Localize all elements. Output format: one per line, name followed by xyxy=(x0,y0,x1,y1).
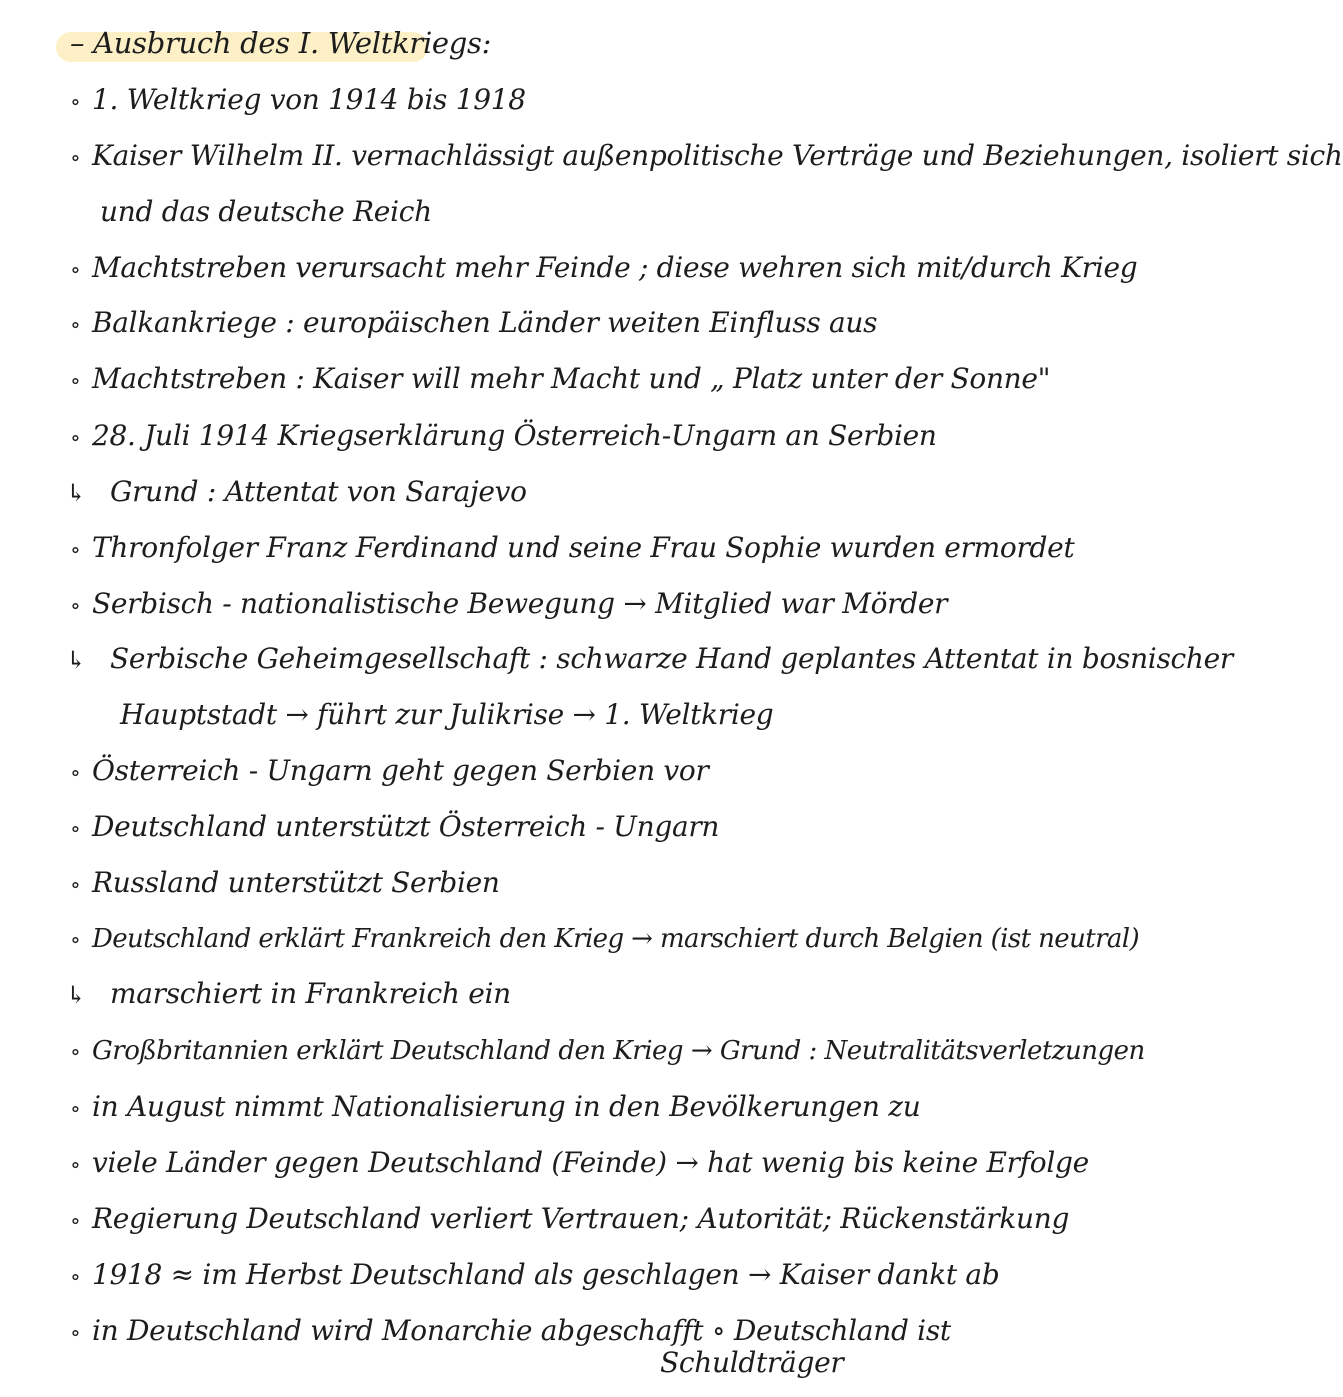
line-text: in Deutschland wird Monarchie abgeschafft ∘ Deutschland ist xyxy=(92,1314,951,1347)
list-item-arrow xyxy=(66,641,1233,678)
line-text: 1918 ≈ im Herbst Deutschland als geschlagen → Kaiser dankt ab xyxy=(92,1258,1000,1291)
line-text: Großbritannien erklärt Deutschland den Krieg → Grund : Neutralitätsverletzungen xyxy=(92,1036,1145,1066)
line-text: Thronfolger Franz Ferdinand und seine Frau Sophie wurden ermordet xyxy=(92,531,1075,564)
line-text: 1. Weltkrieg von 1914 bis 1918 xyxy=(92,83,526,116)
list-item xyxy=(70,865,500,904)
bullet-icon: ∘ xyxy=(70,1209,81,1234)
bullet-icon: ∘ xyxy=(70,1040,81,1065)
list-item xyxy=(70,1089,920,1128)
list-item-arrow xyxy=(66,976,511,1013)
bullet-icon: ∘ xyxy=(70,313,81,338)
list-item xyxy=(70,138,1343,177)
line-text: Balkankriege : europäischen Länder weiten Einfluss aus xyxy=(92,306,878,339)
arrow-icon: ↳ xyxy=(66,479,86,507)
bullet-icon: ∘ xyxy=(70,1097,81,1122)
line-text: Regierung Deutschland verliert Vertrauen; Autorität; Rückenstärkung xyxy=(92,1202,1070,1235)
list-item xyxy=(70,753,709,792)
bullet-icon: ∘ xyxy=(70,258,81,283)
bullet-icon: ∘ xyxy=(70,146,81,171)
line-text: Serbische Geheimgesellschaft : schwarze Hand geplantes Attentat in bosnischer xyxy=(110,642,1234,675)
line-text: Kaiser Wilhelm II. vernachlässigt außenpolitische Verträge und Beziehungen, isoliert sich xyxy=(92,139,1343,172)
line-text: Österreich - Ungarn geht gegen Serbien vor xyxy=(92,754,709,787)
bullet-icon: ∘ xyxy=(70,594,81,619)
line-text: Schuldträger xyxy=(660,1346,844,1379)
bullet-icon: ∘ xyxy=(70,90,81,115)
list-item xyxy=(70,1201,1069,1240)
line-text: Serbisch - nationalistische Bewegung → Mitglied war Mörder xyxy=(92,587,948,620)
line-text: marschiert in Frankreich ein xyxy=(110,977,511,1010)
line-text: Russland unterstützt Serbien xyxy=(92,866,500,899)
list-item xyxy=(70,418,937,457)
list-item xyxy=(70,530,1074,569)
list-item xyxy=(70,586,947,625)
line-text: Grund : Attentat von Sarajevo xyxy=(110,475,527,508)
line-text: 28. Juli 1914 Kriegserklärung Österreich-Ungarn an Serbien xyxy=(92,419,937,452)
line-text: in August nimmt Nationalisierung in den Bevölkerungen zu xyxy=(92,1090,921,1123)
bullet-icon: ∘ xyxy=(70,1153,81,1178)
list-item xyxy=(70,921,1139,959)
bullet-icon: ∘ xyxy=(70,538,81,563)
list-item xyxy=(70,82,526,121)
bullet-icon: ∘ xyxy=(70,1321,81,1346)
list-item xyxy=(70,361,1050,400)
bullet-icon: ∘ xyxy=(70,817,81,842)
bullet-icon: ∘ xyxy=(70,369,81,394)
page-title: – Ausbruch des I. Weltkriegs: xyxy=(70,26,492,60)
list-item xyxy=(70,1145,1089,1184)
list-item-continuation xyxy=(660,1345,843,1381)
arrow-icon: ↳ xyxy=(66,646,86,674)
bullet-icon: ∘ xyxy=(70,426,81,451)
list-item-continuation xyxy=(100,194,432,230)
list-item xyxy=(70,809,719,848)
line-text: Machtstreben : Kaiser will mehr Macht und „ Platz unter der Sonne" xyxy=(92,362,1051,395)
list-item xyxy=(70,1033,1145,1071)
line-text: viele Länder gegen Deutschland (Feinde) → hat wenig bis keine Erfolge xyxy=(92,1146,1089,1179)
bullet-icon: ∘ xyxy=(70,873,81,898)
list-item xyxy=(70,305,877,344)
bullet-icon: ∘ xyxy=(70,928,81,953)
line-text: und das deutsche Reich xyxy=(100,195,432,228)
list-item xyxy=(70,250,1137,289)
bullet-icon: ∘ xyxy=(70,761,81,786)
bullet-icon: ∘ xyxy=(70,1265,81,1290)
arrow-icon: ↳ xyxy=(66,981,86,1009)
line-text: Deutschland unterstützt Österreich - Ungarn xyxy=(92,810,720,843)
line-text: Machtstreben verursacht mehr Feinde ; diese wehren sich mit/durch Krieg xyxy=(92,251,1138,284)
list-item-continuation xyxy=(120,697,773,733)
list-item xyxy=(70,1257,999,1296)
list-item-arrow xyxy=(66,474,527,511)
line-text: Deutschland erklärt Frankreich den Krieg → marschiert durch Belgien (ist neutral) xyxy=(92,924,1140,954)
line-text: Hauptstadt → führt zur Julikrise → 1. Weltkrieg xyxy=(120,698,774,731)
